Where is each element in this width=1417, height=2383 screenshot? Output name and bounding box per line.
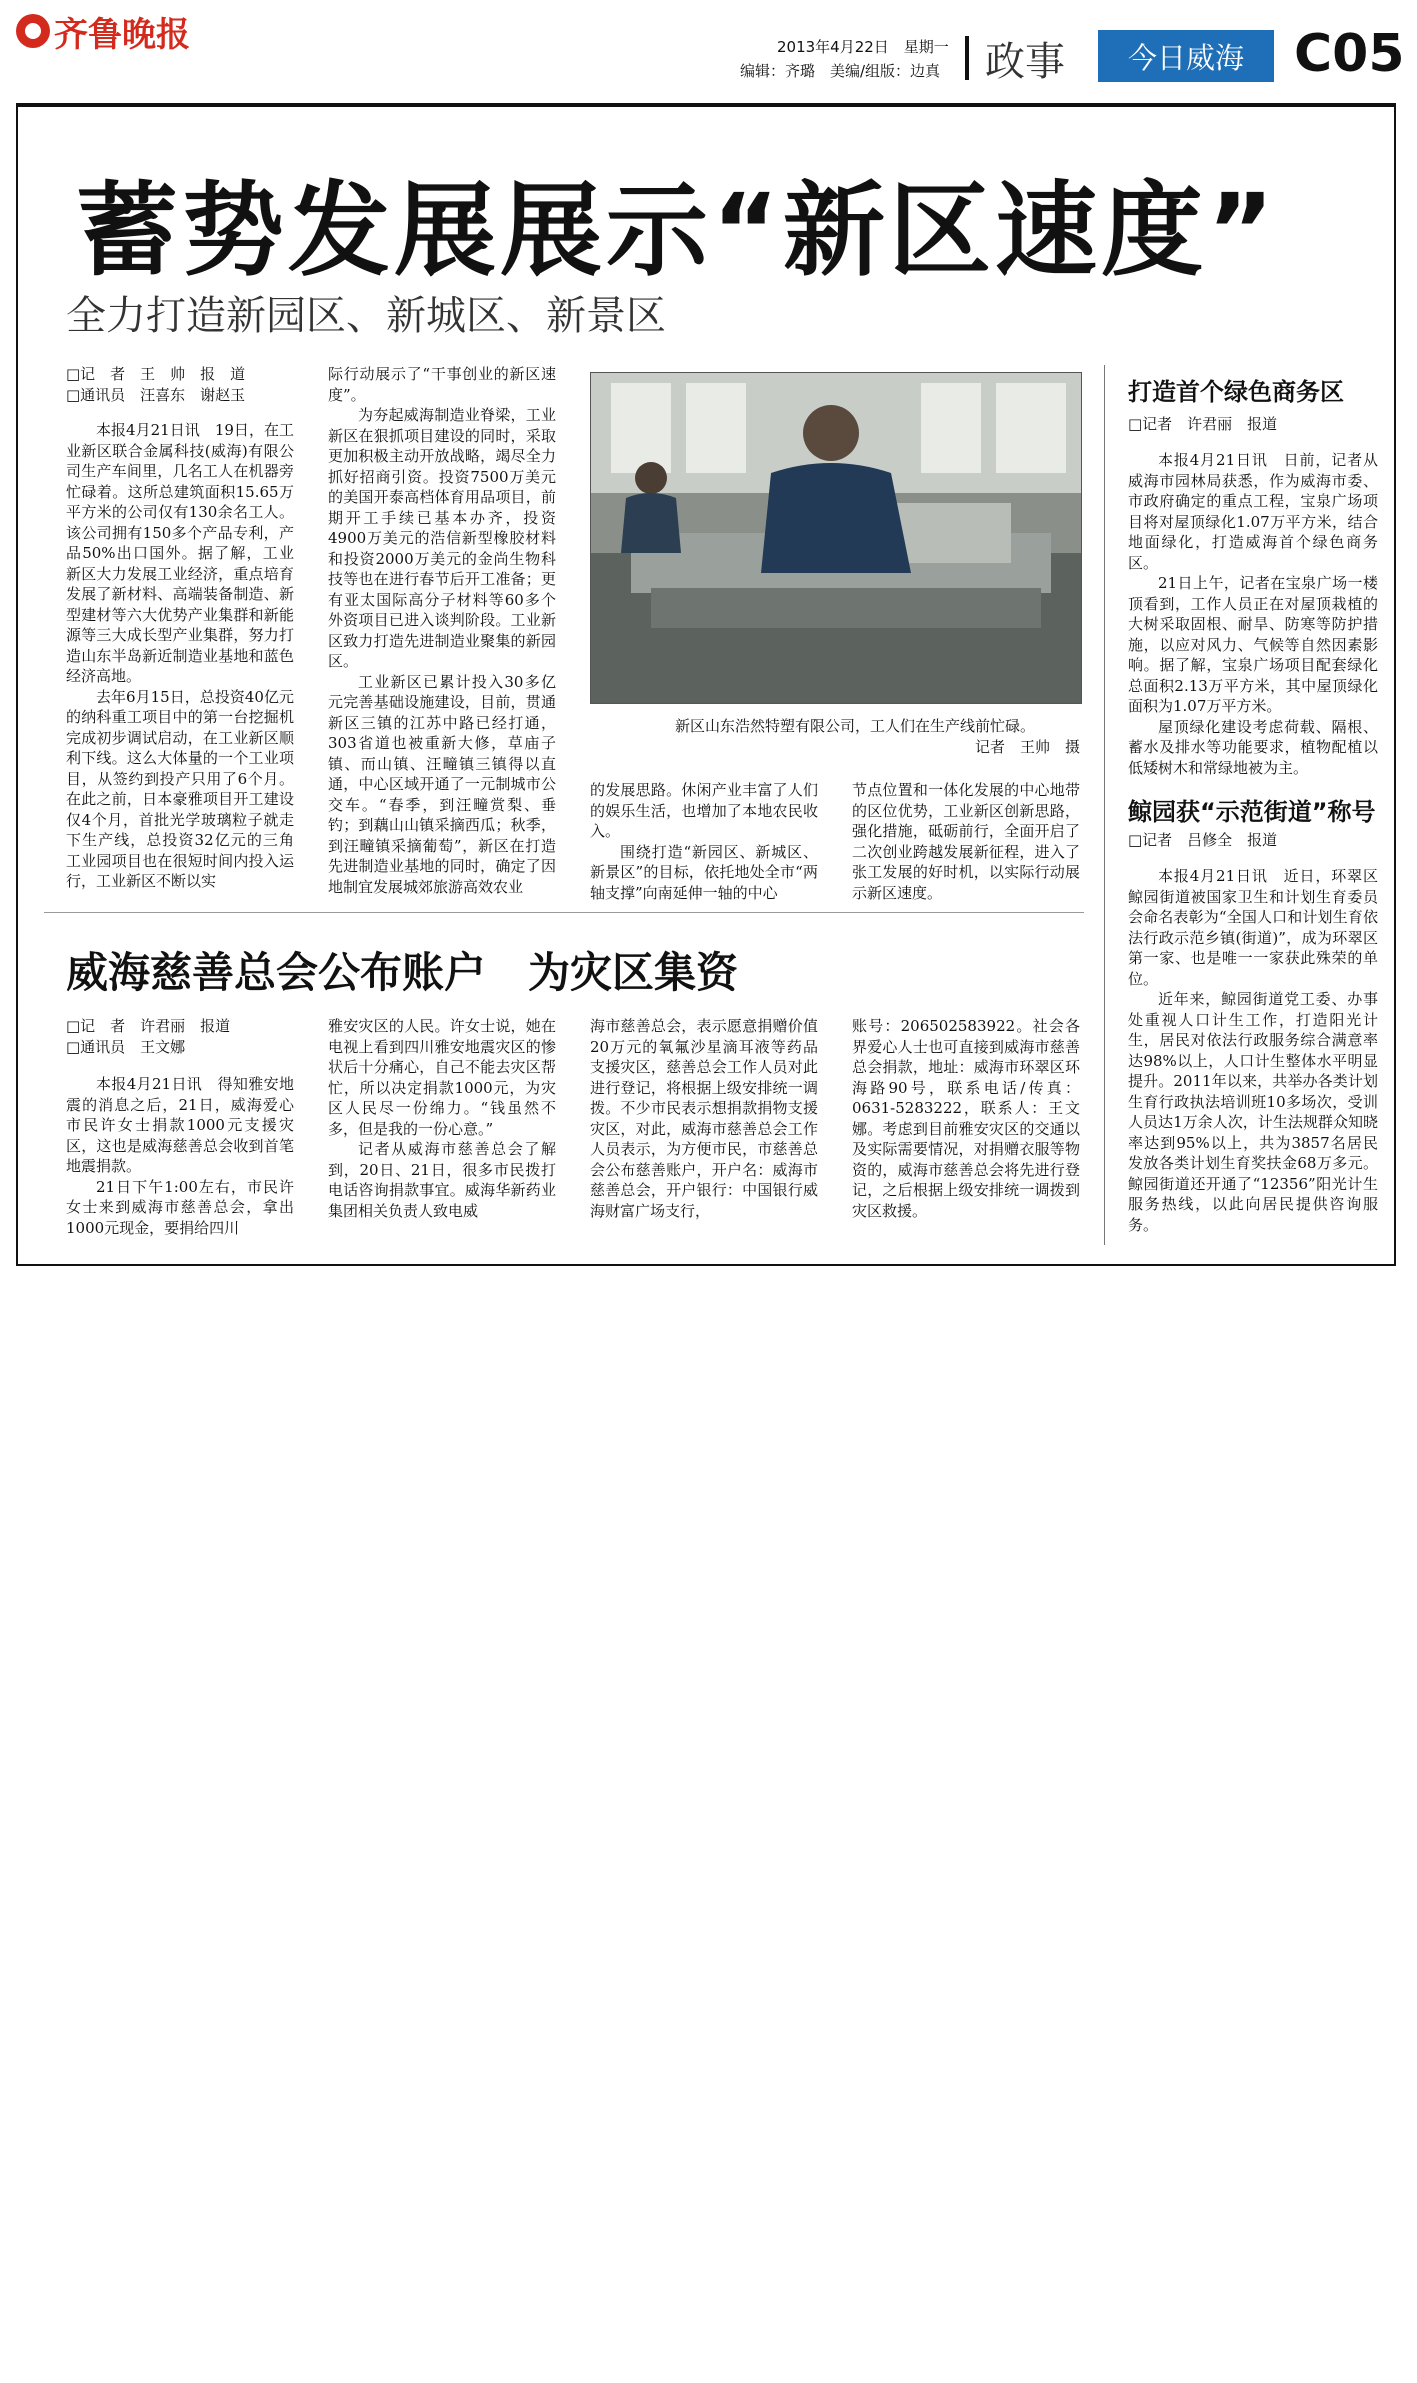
- lead-column-3: [590, 780, 818, 903]
- photo-caption: [600, 716, 1080, 758]
- page-number: C05: [1294, 24, 1405, 84]
- paragraph: 去年6月15日，总投资40亿元的纳科重工项目中的第一台挖掘机完成初步调试启动，在工业新区顺利下线。这么大体量的一个工业项目，从签约到投产只用了6个月。在此之前，日本豪雅项目开工建设仅4个月，首批光学玻璃粒子就走下生产线，总投资32亿元的三角工业园项目也在很短时间内投入运行，工业新区不断以实: [66, 687, 294, 890]
- charity-byline-correspondent: □通讯员 王文娜: [66, 1038, 186, 1056]
- lead-byline-correspondent: □通讯员 汪喜东 谢赵玉: [66, 386, 246, 404]
- section-badge: 今日威海: [1098, 30, 1274, 82]
- paragraph: 屋顶绿化建设考虑荷载、隔根、蓄水及排水等功能要求，植物配植以低矮树木和常绿地被为主。: [1128, 717, 1378, 777]
- header-divider: [965, 36, 969, 80]
- paragraph: 记者从威海市慈善总会了解到，20日、21日，很多市民拨打电话咨询捐款事宜。威海华新药业集团相关负责人致电威: [328, 1140, 556, 1220]
- lead-headline: 蓄势发展展示“新区速度”: [76, 172, 1279, 291]
- lead-photo: [590, 372, 1082, 704]
- paragraph: 账号：206502583922。社会各界爱心人士也可直接到威海市慈善总会捐款，地址：威海市环翠区环海路90号，联系电话/传真：0631-5283222，联系人：王文娜。考虑到目前雅安灾区的交通以及实际需要情况，对捐赠衣服等物资的，威海市慈善总会将先进行登记，之后根据上级安排统一调拨到灾区救援。: [852, 1017, 1080, 1220]
- charity-headline: 威海慈善总会公布账户 为灾区集资: [66, 948, 739, 997]
- side-story-1-title: 打造首个绿色商务区: [1128, 378, 1344, 406]
- lead-column-1: [66, 420, 294, 892]
- paragraph: 为夯起威海制造业脊梁，工业新区在狠抓项目建设的同时，采取更加积极主动开放战略，竭尽全力抓好招商引资。投资7500万美元的美国开泰高档体育用品项目，前期开工手续已基本办齐，投资4900万美元的浩信新型橡胶材料和投资2000万美元的金尚生物科技等也在进行春节后开工准备；更有亚太国际高分子材料等60多个外资项目已进入谈判阶段。工业新区致力打造先进制造业聚集的新园区。: [328, 406, 556, 670]
- lead-subhead: 全力打造新园区、新城区、新景区: [66, 293, 666, 339]
- paragraph: 雅安灾区的人民。许女士说，她在电视上看到四川雅安地震灾区的惨状后十分痛心，自己不能去灾区帮忙，所以决定捐款1000元，为灾区人民尽一份绵力。“钱虽然不多，但是我的一份心意。”: [328, 1017, 556, 1138]
- paragraph: 海市慈善总会，表示愿意捐赠价值20万元的氧氟沙星滴耳液等药品支援灾区，慈善总会工作人员对此进行登记，将根据上级安排统一调拨。不少市民表示想捐款捐物支援灾区，对此，威海市慈善总会工作人员表示，为方便市民，市慈善总会公布慈善账户，开户名：威海市慈善总会，开户银行：中国银行威海财富广场支行，: [590, 1017, 818, 1220]
- newspaper-logo: [16, 8, 221, 54]
- side-story-2-body: [1128, 866, 1378, 1235]
- photo-credit: 记者 王帅 摄: [974, 738, 1080, 756]
- paragraph: 21日下午1:00左右，市民许女士来到威海市慈善总会，拿出1000元现金，要捐给四川: [66, 1177, 294, 1237]
- editor-credits: 编辑：齐璐 美编/组版：边真: [740, 62, 941, 80]
- lead-column-2: [328, 364, 556, 897]
- side-story-1-body: [1128, 450, 1378, 778]
- paragraph: 近年来，鲸园街道党工委、办事处重视人口计生工作，打造阳光计生，居民对依法行政服务综合满意率达98%以上，人口计生整体水平明显提升。2011年以来，共举办各类计划生育行政执法培训班10多场次，受训人员达1万余人次，计生法规群众知晓率达到95%以上，共为3857名居民发放各类计划生育奖扶金68万多元。鲸园街道还开通了“12356”阳光计生服务热线，以此向居民提供咨询服务。: [1128, 990, 1378, 1234]
- paragraph: 工业新区已累计投入30多亿元完善基础设施建设，目前，贯通新区三镇的江苏中路已经打通，303省道也被重新大修，草庙子镇、而山镇、汪疃镇三镇得以直通，中心区域开通了一元制城市公交车。“春季，到汪疃赏梨、垂钓；到藕山山镇采摘西瓜；秋季，到汪疃镇采摘葡萄”，新区在打造先进制造业基地的同时，确定了因地制宜发展城郊旅游高效农业: [328, 672, 556, 896]
- paragraph: 本报4月21日讯 得知雅安地震的消息之后，21日，威海爱心市民许女士捐款1000元支援灾区，这也是威海慈善总会收到首笔地震捐款。: [66, 1075, 294, 1175]
- side-story-1-byline: □记者 许君丽 报道: [1128, 415, 1278, 433]
- paragraph: 本报4月21日讯 近日，环翠区鲸园街道被国家卫生和计划生育委员会命名表彰为“全国人口和计划生育依法行政示范乡镇(街道)”，成为环翠区第一家、也是唯一一家获此殊荣的单位。: [1128, 867, 1378, 988]
- charity-column-4: [852, 1016, 1080, 1221]
- logo-text: 齐鲁晚报: [54, 14, 190, 55]
- paragraph: 本报4月21日讯 日前，记者从威海市园林局获悉，作为威海市委、市政府确定的重点工程，宝泉广场项目将对屋顶绿化1.07万平方米，结合地面绿化，打造威海首个绿色商务区。: [1128, 451, 1378, 572]
- paragraph: 际行动展示了“干事创业的新区速度”。: [328, 365, 556, 404]
- logo-icon: [16, 14, 50, 48]
- side-story-2-title: 鲸园获“示范街道”称号: [1128, 798, 1376, 826]
- charity-column-2: [328, 1016, 556, 1221]
- lead-byline-reporter: □记 者 王 帅 报 道: [66, 365, 246, 383]
- lead-column-4: [852, 780, 1080, 903]
- section-divider: [44, 912, 1084, 913]
- charity-column-1: [66, 1074, 294, 1238]
- paragraph: 节点位置和一体化发展的中心地带的区位优势，工业新区创新思路，强化措施，砥砺前行，全面开启了二次创业跨越发展新征程，进入了张工发展的好时机，以实际行动展示新区速度。: [852, 781, 1080, 902]
- side-story-2-byline: □记者 吕修全 报道: [1128, 831, 1278, 849]
- paragraph: 21日上午，记者在宝泉广场一楼顶看到，工作人员正在对屋顶栽植的大树采取固根、耐旱、防寒等防护措施，以应对风力、气候等自然因素影响。据了解，宝泉广场项目配套绿化总面积2.13万平方米，其中屋顶绿化面积为1.07万平方米。: [1128, 574, 1378, 715]
- paragraph: 围绕打造“新园区、新城区、新景区”的目标，依托地处全市“两轴支撑”向南延伸一轴的中心: [590, 842, 818, 902]
- paragraph: 本报4月21日讯 19日，在工业新区联合金属科技(威海)有限公司生产车间里，几名工人在机器旁忙碌着。这所总建筑面积15.65万平方米的公司仅有130余名工人。该公司拥有150多个产品专利，产品50%出口国外。据了解，工业新区大力发展工业经济，重点培育发展了新材料、高端装备制造、新型建材等六大优势产业集群和新能源等三大成长型产业集群，努力打造山东半岛新近制造业基地和蓝色经济高地。: [66, 421, 294, 685]
- issue-date: 2013年4月22日 星期一: [777, 38, 949, 56]
- section-name: 政事: [985, 39, 1065, 85]
- charity-column-3: [590, 1016, 818, 1221]
- column-divider: [1104, 365, 1105, 1245]
- charity-byline-reporter: □记 者 许君丽 报道: [66, 1017, 231, 1035]
- paragraph: 的发展思路。休闲产业丰富了人们的娱乐生活，也增加了本地农民收入。: [590, 781, 818, 840]
- factory-photo-illustration: [591, 373, 1081, 703]
- caption-text: 新区山东浩然特塑有限公司，工人们在生产线前忙碌。: [675, 717, 1036, 735]
